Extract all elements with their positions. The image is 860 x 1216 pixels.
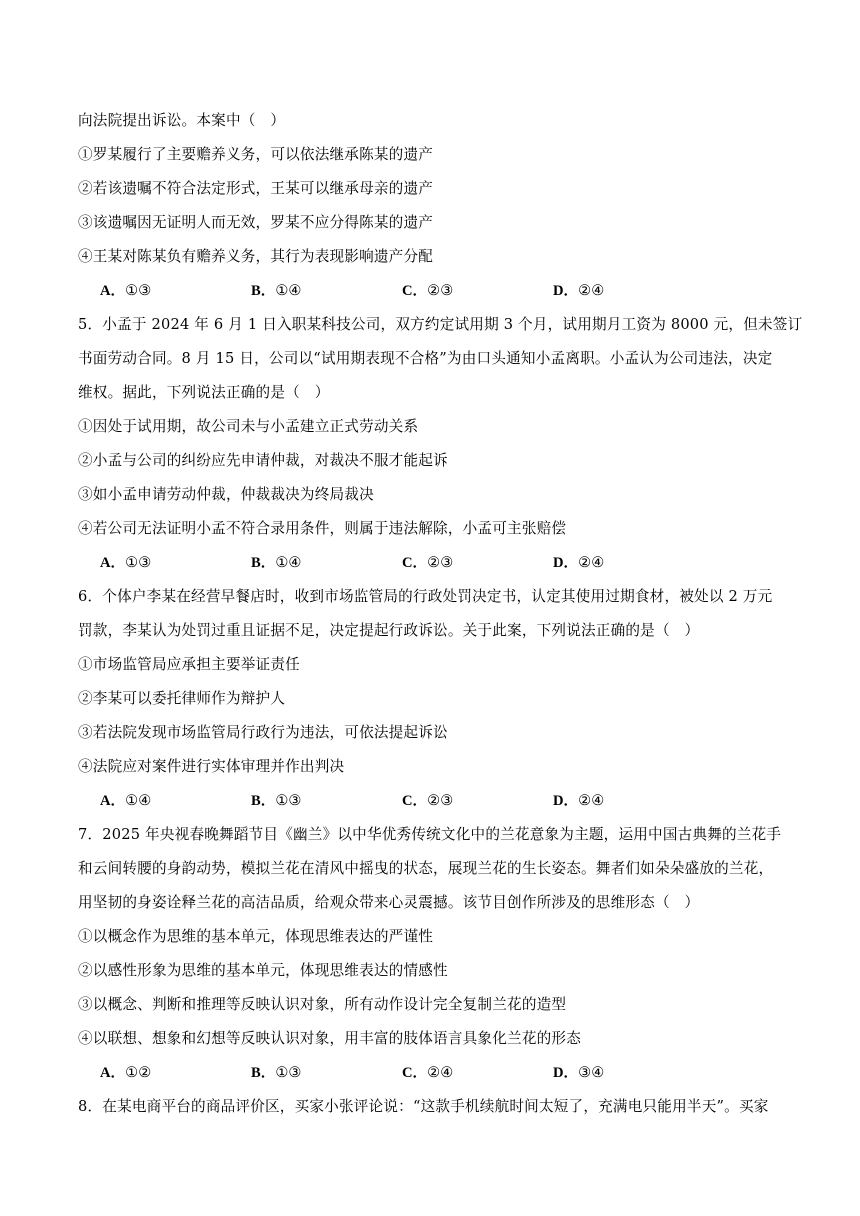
statement-item: ②小孟与公司的纠纷应先申请仲裁，对裁决不服才能起诉 bbox=[78, 452, 448, 469]
statement-item: ④以联想、想象和幻想等反映认识对象，用丰富的肢体语言具象化兰花的形态 bbox=[78, 1030, 581, 1047]
option-d[interactable]: D．②④ bbox=[553, 792, 605, 809]
statement-item: ②若该遗嘱不符合法定形式，王某可以继承母亲的遗产 bbox=[78, 180, 434, 197]
statement-item: ③若法院发现市场监管局行政行为违法，可依法提起诉讼 bbox=[78, 724, 448, 741]
statement-item: ④法院应对案件进行实体审理并作出判决 bbox=[78, 758, 345, 775]
option-c[interactable]: C．②④ bbox=[402, 1064, 454, 1081]
question-stem-line: 维权。据此，下列说法正确的是（ ） bbox=[78, 384, 330, 401]
option-c[interactable]: C．②③ bbox=[402, 282, 454, 299]
statement-item: ④若公司无法证明小孟不符合录用条件，则属于违法解除，小孟可主张赔偿 bbox=[78, 520, 567, 537]
question-stem-line: 7．2025 年央视春晚舞蹈节目《幽兰》以中华优秀传统文化中的兰花意象为主题，运用中国古典舞的兰花手 bbox=[78, 826, 782, 843]
question-stem-line: 5．小孟于 2024 年 6 月 1 日入职某科技公司，双方约定试用期 3 个月，试用期月工资为 8000 元，但未签订 bbox=[78, 316, 803, 333]
option-d[interactable]: D．③④ bbox=[553, 1064, 605, 1081]
exam-page bbox=[78, 104, 803, 1124]
statement-item: ①罗某履行了主要赡养义务，可以依法继承陈某的遗产 bbox=[78, 146, 434, 163]
question-8 bbox=[78, 1090, 784, 1124]
option-a[interactable]: A．①② bbox=[100, 1064, 152, 1081]
option-a[interactable]: A．①③ bbox=[100, 282, 152, 299]
question-stem-line: 书面劳动合同。8 月 15 日，公司以“试用期表现不合格”为由口头通知小孟离职。小孟认为公司违法，决定 bbox=[78, 350, 773, 367]
question-stem-line: 和云间转腰的身韵动势，模拟兰花在清风中摇曳的状态，展现兰花的生长姿态。舞者们如朵朵盛放的兰花， bbox=[78, 860, 774, 877]
question-stem-line: 罚款，李某认为处罚过重且证据不足，决定提起行政诉讼。关于此案，下列说法正确的是（ ） bbox=[78, 622, 700, 639]
option-b[interactable]: B．①③ bbox=[251, 792, 302, 809]
question-7 bbox=[78, 818, 784, 1090]
answer-options bbox=[78, 546, 784, 580]
option-d[interactable]: D．②④ bbox=[553, 554, 605, 571]
statement-item: ①以概念作为思维的基本单元，体现思维表达的严谨性 bbox=[78, 928, 434, 945]
option-a[interactable]: A．①③ bbox=[100, 554, 152, 571]
option-d[interactable]: D．②④ bbox=[553, 282, 605, 299]
statement-item: ②以感性形象为思维的基本单元，体现思维表达的情感性 bbox=[78, 962, 448, 979]
question-6 bbox=[78, 580, 784, 818]
question-5 bbox=[78, 308, 803, 580]
statement-item: ③该遗嘱因无证明人而无效，罗某不应分得陈某的遗产 bbox=[78, 214, 434, 231]
option-c[interactable]: C．②③ bbox=[402, 554, 454, 571]
option-b[interactable]: B．①④ bbox=[251, 282, 302, 299]
statement-item: ④王某对陈某负有赡养义务，其行为表现影响遗产分配 bbox=[78, 248, 434, 265]
statement-item: ①因处于试用期，故公司未与小孟建立正式劳动关系 bbox=[78, 418, 419, 435]
statement-item: ③如小孟申请劳动仲裁，仲裁裁决为终局裁决 bbox=[78, 486, 374, 503]
question-4 bbox=[78, 104, 784, 308]
question-stem-line: 用坚韧的身姿诠释兰花的高洁品质，给观众带来心灵震撼。该节目创作所涉及的思维形态（ ） bbox=[78, 894, 700, 911]
question-stem-line: 8．在某电商平台的商品评价区，买家小张评论说：“这款手机续航时间太短了，充满电只能用半天”。买家 bbox=[78, 1098, 769, 1115]
option-b[interactable]: B．①④ bbox=[251, 554, 302, 571]
question-stem-line: 6．个体户李某在经营早餐店时，收到市场监管局的行政处罚决定书，认定其使用过期食材，被处以 2 万元 bbox=[78, 588, 773, 605]
option-a[interactable]: A．①④ bbox=[100, 792, 152, 809]
answer-options bbox=[78, 784, 784, 818]
statement-item: ①市场监管局应承担主要举证责任 bbox=[78, 656, 300, 673]
statement-item: ②李某可以委托律师作为辩护人 bbox=[78, 690, 286, 707]
option-c[interactable]: C．②③ bbox=[402, 792, 454, 809]
question-stem: 向法院提出诉讼。本案中（ ） bbox=[78, 112, 286, 129]
answer-options bbox=[78, 1056, 784, 1090]
answer-options bbox=[78, 274, 784, 308]
option-b[interactable]: B．①③ bbox=[251, 1064, 302, 1081]
statement-item: ③以概念、判断和推理等反映认识对象，所有动作设计完全复制兰花的造型 bbox=[78, 996, 567, 1013]
